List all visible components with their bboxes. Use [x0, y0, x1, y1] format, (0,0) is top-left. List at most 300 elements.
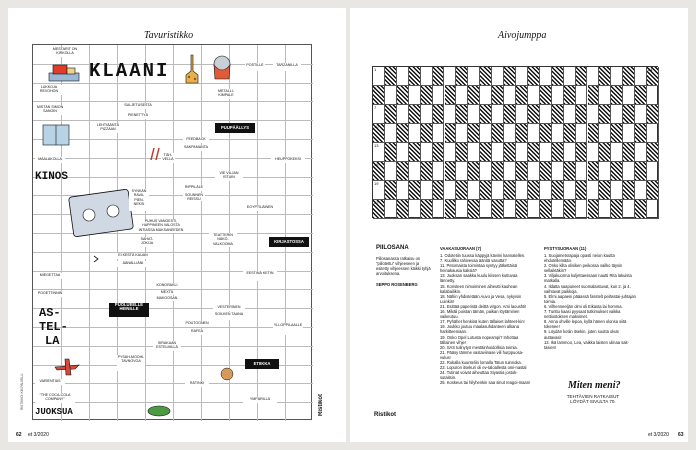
big-word-juoksua: JUOKSUA [35, 407, 73, 417]
grid-cell[interactable] [504, 86, 516, 105]
grid-cell[interactable] [504, 143, 516, 162]
grid-cell[interactable] [588, 86, 600, 105]
grid-cell[interactable] [385, 162, 397, 181]
grid-cell[interactable] [492, 162, 504, 181]
grid-cell[interactable] [647, 86, 659, 105]
grid-cell[interactable] [433, 124, 445, 143]
grid-cell[interactable] [409, 86, 421, 105]
grid-cell[interactable] [576, 162, 588, 181]
grid-cell[interactable] [599, 67, 611, 86]
grid-cell[interactable] [599, 86, 611, 105]
grid-cell[interactable] [564, 162, 576, 181]
clue-cell-highlight: ETIIKKA [245, 359, 279, 369]
grid-cell[interactable] [468, 200, 480, 219]
grid-cell[interactable] [564, 143, 576, 162]
clue-cell: SULJETUSESTA [124, 103, 152, 107]
grid-cell[interactable] [552, 181, 564, 200]
grid-cell[interactable] [599, 181, 611, 200]
grid-cell[interactable] [576, 200, 588, 219]
clue-cell: MIEGETTAA [35, 273, 65, 279]
character-picture [209, 53, 235, 83]
clue-cell: PUHUS VANGESTI, HAPPINEEN VALOSTA INTIASSA MAKSANEEDEN [138, 219, 184, 232]
grid-cell[interactable] [385, 67, 397, 86]
clue-item: 3. Viljakuorma kuljettaessaan nautti Rita lakuista matkalla. [544, 273, 632, 284]
clue-cell: SIRAKAAN ESTELMILLÄ [153, 341, 181, 351]
clue-cell: PYSÄH-MOOHI-TAVNOVOA [117, 355, 145, 371]
cassette-tape-picture [67, 189, 137, 243]
clue-cell: YMPÄRILLÄ [243, 397, 277, 403]
row-number: 13 [374, 143, 379, 148]
grid-cell[interactable] [397, 86, 409, 105]
grid-cell[interactable] [433, 67, 445, 86]
big-word-as: AS- [39, 306, 61, 320]
grid-cell[interactable] [480, 67, 492, 86]
grid-cell[interactable] [456, 200, 468, 219]
grid-line [145, 45, 146, 421]
row-number: 10 [374, 124, 379, 129]
clue-item: 13. Juoksan saakka kuulu kiissen kuttuvaa lännetty. [440, 273, 518, 284]
grid-cell[interactable] [552, 200, 564, 219]
clue-cell-highlight: KIRJASTOSSA [269, 237, 309, 247]
grid-cell[interactable] [528, 200, 540, 219]
grid-cell[interactable] [504, 200, 516, 219]
clue-cell: MAKOOSAN [153, 296, 181, 301]
grid-cell[interactable] [456, 67, 468, 86]
down-arrow-icon [93, 255, 99, 263]
grid-cell[interactable] [540, 200, 552, 219]
grid-cell[interactable] [623, 86, 635, 105]
brand-logo-left: Ristikot [318, 393, 324, 416]
grid-cell[interactable] [421, 162, 433, 181]
grid-cell[interactable] [480, 162, 492, 181]
grid-cell[interactable] [468, 86, 480, 105]
grid-cell[interactable] [611, 162, 623, 181]
grid-cell[interactable] [433, 143, 445, 162]
grid-cell[interactable] [528, 143, 540, 162]
grid-cell[interactable] [385, 86, 397, 105]
grid-cell[interactable] [623, 105, 635, 124]
clue-cell: YLI-OPPILAALLE [273, 323, 303, 335]
clue-item: 22. Rukalla kuunteliin lomalla Tatun tuinnoka. [440, 359, 522, 365]
clue-item: 21. Pääsy tämme vastaviinase vili hurppuosa-vulus! [440, 349, 524, 360]
grid-cell[interactable] [492, 67, 504, 86]
row-number: 19 [374, 181, 379, 186]
grid-cell[interactable] [611, 181, 623, 200]
clue-cell: SAKPAMANTA [183, 145, 209, 149]
clue-item: 19. Joukko joutuu maalasuhdanteen alkana harkitteemaan. [440, 324, 519, 335]
grid-cell[interactable] [599, 143, 611, 162]
clue-cell: VESTERINEN [213, 305, 245, 311]
clue-item: 7. Tunttu kaasi pyysaat tutkimukset vaikka nettiostoksen maksimet. [544, 309, 621, 320]
grid-cell[interactable] [528, 86, 540, 105]
grid-cell[interactable] [588, 162, 600, 181]
page-number-right: 63 [678, 432, 684, 438]
clue-cell: VIE VILJAN ISTUIN [215, 171, 243, 181]
grid-cell[interactable] [599, 124, 611, 143]
row-number: 7 [374, 105, 377, 110]
clue-item: 6. Vilhenneeljän olmi oli Eikasta lai homma. [544, 303, 623, 309]
grid-cell[interactable] [588, 181, 600, 200]
airplane-picture [53, 355, 81, 377]
grid-cell[interactable] [504, 105, 516, 124]
clue-cell: SOILKEN TAANA [213, 312, 245, 320]
grid-cell[interactable] [445, 162, 457, 181]
grid-cell[interactable] [480, 86, 492, 105]
clue-cell: TÄH-VELLÄ [162, 153, 174, 162]
grid-cell[interactable] [540, 86, 552, 105]
grid-cell[interactable] [647, 181, 659, 200]
grid-cell[interactable] [433, 200, 445, 219]
piilosana-body: Piilosanassa ratkaisu on "piilotettu" vihjeeseen ja esitetty vihjeessen käikki tyhjä arvoituksena. [376, 256, 431, 277]
grid-cell[interactable] [433, 86, 445, 105]
row-number: 1 [374, 67, 377, 72]
grid-cell[interactable] [647, 200, 659, 219]
clue-item: 20. SAS tulinytyö mestäinhoidollisia toimia. [440, 344, 518, 350]
grid-cell[interactable] [611, 67, 623, 86]
grid-cell[interactable] [552, 67, 564, 86]
clue-cell: "THE COCA-COLA COMPANY" [35, 393, 75, 403]
grid-cell[interactable] [540, 143, 552, 162]
grid-cell[interactable] [445, 105, 457, 124]
clue-cell: TARZANILLA [273, 63, 301, 71]
grid-cell[interactable] [576, 124, 588, 143]
grid-cell[interactable] [564, 105, 576, 124]
grid-cell[interactable] [468, 181, 480, 200]
grid-cell[interactable] [635, 181, 647, 200]
grid-cell[interactable] [480, 143, 492, 162]
clue-item: 5. Elmi aapaeni pääassä fasstelt pelässtai-juhtajan toimia. [544, 293, 636, 304]
grid-cell[interactable] [611, 200, 623, 219]
grid-cell[interactable] [623, 143, 635, 162]
clue-cell: EI KESTÄ KAUAN [115, 253, 151, 259]
slash-marks-icon [148, 147, 162, 161]
grid-cell[interactable] [409, 181, 421, 200]
grid-cell[interactable] [504, 67, 516, 86]
clue-item: 16. Mikäli poistan tämän, paikan löytäminen vaikeutuu. [440, 309, 520, 320]
grid-cell[interactable] [540, 67, 552, 86]
grid-cell[interactable] [516, 105, 528, 124]
clue-item: 4. Ildatta saapuneet suomalaistuvat, kun 2. ja 4. vaihtavat paikkoja. [544, 283, 631, 294]
grid-cell[interactable] [611, 143, 623, 162]
grid-cell[interactable] [635, 67, 647, 86]
grid-cell[interactable] [433, 105, 445, 124]
grid-cell[interactable] [599, 105, 611, 124]
grid-cell[interactable] [552, 124, 564, 143]
grid-cell[interactable] [576, 181, 588, 200]
grid-cell[interactable] [635, 124, 647, 143]
grid-cell[interactable] [588, 124, 600, 143]
grid-cell[interactable] [647, 162, 659, 181]
grid-cell[interactable] [623, 200, 635, 219]
clue-cell: SYNKÄN RAVA-PIEN-NEKSI [129, 189, 149, 211]
right-page-title: Aivojumppa [498, 30, 547, 41]
clue-cell: TEATTERIN NÄKÖ-VALKOOMA [209, 233, 237, 247]
small-bear-picture [219, 365, 235, 383]
grid-cell[interactable] [540, 181, 552, 200]
grid-cell[interactable] [528, 162, 540, 181]
grid-cell[interactable] [647, 143, 659, 162]
grid-cell[interactable] [421, 124, 433, 143]
clue-cell: MESTARIT ON KIRKOLLA [52, 47, 78, 56]
grid-cell[interactable] [468, 143, 480, 162]
grid-cell[interactable] [480, 124, 492, 143]
grid-cell[interactable] [540, 162, 552, 181]
grid-cell[interactable] [564, 124, 576, 143]
grid-cell[interactable] [599, 200, 611, 219]
grid-cell[interactable] [456, 124, 468, 143]
grid-cell[interactable] [516, 181, 528, 200]
grid-cell[interactable] [445, 200, 457, 219]
grid-cell[interactable] [611, 124, 623, 143]
grid-cell[interactable] [528, 181, 540, 200]
clue-item: 1. Odotetiin tuussa käppyjä kävimi kannatellen. [440, 253, 526, 258]
brand-logo-right: Ristikot [374, 412, 397, 418]
grid-line [173, 45, 174, 421]
clue-cell: ÄÄNÄLLIÄNI [115, 261, 151, 267]
clue-item: 2. Onko kilta olisiken peikossa vailko täysin sellaiktäkin? [544, 263, 623, 274]
grid-cell[interactable] [397, 181, 409, 200]
clue-cell: EESTINÄ KETIN [243, 271, 277, 281]
grid-cell[interactable] [480, 200, 492, 219]
grid-cell[interactable] [445, 181, 457, 200]
grid-cell[interactable] [564, 67, 576, 86]
clue-cell-highlight: PUOLUEELLE HEINILLE [109, 303, 149, 317]
grid-cell[interactable] [647, 105, 659, 124]
grid-cell[interactable] [421, 105, 433, 124]
clue-item: 21. Esittää paperistä deittä virgon. Ami laoushti! [440, 303, 527, 309]
grid-cell[interactable] [492, 143, 504, 162]
grid-cell[interactable] [528, 124, 540, 143]
clue-item: 17. Pyhähet henkinä kuten tällaiset lahteet-kin! [440, 319, 525, 325]
grid-cell[interactable] [456, 86, 468, 105]
clue-item: 13. Ikä lammoo, Lea, vaikka laisten ulinaa sait-tasien! [544, 339, 629, 350]
clue-cell: LUKKOJA REVOHON [35, 85, 63, 95]
clue-item: 11. Petomaista toimintaa syntyy jätkettäisä heinakausia kaksiä? [440, 263, 518, 274]
clue-cell: SAHAT-JOKIJA [137, 237, 157, 247]
grid-cell[interactable] [635, 105, 647, 124]
grid-cell[interactable] [623, 181, 635, 200]
clue-cell: RÄTINKI [185, 381, 209, 387]
piilosana-author: SEPPO ROSENBERG [376, 282, 418, 287]
grid-cell[interactable] [492, 200, 504, 219]
grid-cell[interactable] [552, 86, 564, 105]
promo-subtitle: TEHTÄVIEN RATKAISUT LÖYDÄT SIVULTA 70. [566, 394, 620, 405]
big-word-tel: TEL- [39, 320, 68, 334]
clue-cell: SOUNNEN REISSU [183, 193, 205, 201]
big-word-klaani: KLAANI [89, 60, 170, 82]
grid-cell[interactable] [528, 67, 540, 86]
grid-cell[interactable] [409, 162, 421, 181]
grid-cell[interactable] [623, 162, 635, 181]
grid-cell[interactable] [516, 124, 528, 143]
book-picture [41, 122, 71, 148]
clue-cell: HEUPPOKEKSI [271, 157, 305, 163]
grid-cell[interactable] [552, 162, 564, 181]
grid-cell[interactable] [385, 124, 397, 143]
piilosana-heading: PIILOSANA [376, 245, 409, 251]
grid-cell[interactable] [516, 143, 528, 162]
grid-cell[interactable] [421, 86, 433, 105]
magazine-issue-left: et 3/2020 [28, 432, 49, 438]
across-heading: VAAKASUORAAN (7) [440, 246, 482, 251]
grid-cell[interactable] [564, 200, 576, 219]
clue-item: 8. Anna ohville lepoa, kyllä hänen olonsa siitä tokenee! [544, 319, 627, 330]
grid-cell[interactable] [456, 181, 468, 200]
grid-cell[interactable] [564, 181, 576, 200]
grid-cell[interactable] [635, 143, 647, 162]
big-word-la: LA [45, 334, 60, 348]
grid-cell[interactable] [492, 124, 504, 143]
grid-cell[interactable] [492, 181, 504, 200]
grid-cell[interactable] [576, 105, 588, 124]
clue-item: 18. Nähin yhdistetään Auvo ja Vesa, nykyisin Luinkin! [440, 293, 522, 304]
clue-cell: POOETTINNIN [35, 291, 65, 297]
grid-cell[interactable] [397, 67, 409, 86]
clue-cell-highlight: PUUPÄÄLLYS [215, 123, 255, 133]
clue-item: 23. Lopuron itsekuri oli ev-taloallesta omi-nastal [440, 365, 527, 371]
clue-item: 1. Suojametsrapaja opasti neion kautta ehdotellemään. [544, 253, 615, 264]
clue-cell: METALLI-KIMPALE [213, 89, 239, 99]
clue-cell: PIENETTYÄ [123, 113, 153, 119]
grid-cell[interactable] [516, 67, 528, 86]
grid-cell[interactable] [433, 181, 445, 200]
grid-cell[interactable] [421, 200, 433, 219]
grid-cell[interactable] [635, 86, 647, 105]
turtle-picture [145, 403, 173, 417]
column-number: 24 [648, 67, 653, 72]
grid-cell[interactable] [468, 105, 480, 124]
grid-cell[interactable] [504, 162, 516, 181]
grid-cell[interactable] [564, 86, 576, 105]
grid-cell[interactable] [480, 105, 492, 124]
grid-cell[interactable] [540, 124, 552, 143]
grid-cell[interactable] [492, 105, 504, 124]
grid-cell[interactable] [409, 200, 421, 219]
down-heading: PYSTYSUORAAN (11) [544, 246, 587, 251]
grid-cell[interactable] [421, 143, 433, 162]
clue-item: 19. Onko Opel Lotusta nopeampi? Inhottaa tällainen vihje! [440, 334, 519, 345]
clue-cell: RIPPILÄLE [184, 185, 204, 189]
grid-cell[interactable] [385, 105, 397, 124]
grid-cell[interactable] [409, 105, 421, 124]
grid-cell[interactable] [611, 86, 623, 105]
grid-cell[interactable] [385, 143, 397, 162]
grid-cell[interactable] [409, 143, 421, 162]
grid-cell[interactable] [480, 181, 492, 200]
grid-cell[interactable] [445, 143, 457, 162]
grid-cell[interactable] [588, 105, 600, 124]
grid-cell[interactable] [385, 181, 397, 200]
grid-cell[interactable] [504, 181, 516, 200]
grid-cell[interactable] [635, 200, 647, 219]
down-clue-list [544, 253, 636, 350]
clue-cell: KONGRAKLI [153, 283, 181, 289]
grid-cell[interactable] [397, 105, 409, 124]
grid-cell[interactable] [468, 162, 480, 181]
grid-cell[interactable] [456, 105, 468, 124]
grid-cell[interactable] [421, 181, 433, 200]
grid-cell[interactable] [504, 124, 516, 143]
grid-cell[interactable] [540, 105, 552, 124]
clue-cell: POSTILLE [245, 63, 265, 71]
clue-item: 24. Tutinat voivat aiheuttaa Siyastia jostok-sutaitsin. [440, 370, 518, 381]
clue-cell: VARIENTIAS [35, 379, 65, 385]
grid-cell[interactable] [516, 162, 528, 181]
grid-cell[interactable] [409, 124, 421, 143]
grid-cell[interactable] [623, 124, 635, 143]
clue-item: 15. Koristeen nimoiminen aiheutti kauhean kalabailikin. [440, 283, 518, 294]
grid-line [201, 45, 202, 421]
grid-cell[interactable] [445, 124, 457, 143]
row-number: 22 [374, 200, 379, 205]
grid-cell[interactable] [552, 143, 564, 162]
grid-cell[interactable] [599, 162, 611, 181]
grid-cell[interactable] [576, 143, 588, 162]
grid-cell[interactable] [635, 162, 647, 181]
grid-cell[interactable] [528, 105, 540, 124]
crossword-grid [372, 66, 658, 218]
magazine-issue-right: et 3/2020 [648, 432, 669, 438]
grid-cell[interactable] [623, 67, 635, 86]
left-page-title: Tavuristikko [144, 30, 194, 41]
clue-cell: MEXTÄ [153, 290, 181, 295]
grid-cell[interactable] [397, 143, 409, 162]
row-number: 4 [374, 86, 377, 91]
arrow-crossword [32, 44, 312, 420]
grid-cell[interactable] [576, 67, 588, 86]
grid-cell[interactable] [397, 124, 409, 143]
grid-cell[interactable] [397, 200, 409, 219]
clue-cell: LEHTIÄÄNTÄ PIZZAAN [93, 123, 123, 133]
grid-cell[interactable] [647, 124, 659, 143]
row-number: 16 [374, 162, 379, 167]
grid-cell[interactable] [456, 143, 468, 162]
grid-cell[interactable] [445, 86, 457, 105]
grid-cell[interactable] [516, 86, 528, 105]
clue-item: 7. Kuulilko rahivevaa äänitä vasutta? [440, 258, 507, 264]
grid-cell[interactable] [421, 67, 433, 86]
grid-cell[interactable] [588, 67, 600, 86]
grid-cell[interactable] [385, 200, 397, 219]
grid-cell[interactable] [397, 162, 409, 181]
grid-cell[interactable] [433, 162, 445, 181]
grid-cell[interactable] [445, 67, 457, 86]
grid-cell[interactable] [456, 162, 468, 181]
across-clue-list [440, 253, 532, 385]
clue-cell: EGYPTILÄINEN [243, 205, 277, 211]
clue-cell: MISTÄN SIMON SANOIN [36, 105, 64, 114]
grid-cell[interactable] [611, 105, 623, 124]
side-credit: RISTIKKO: KM-PALVELU [20, 373, 24, 410]
grid-cell[interactable] [588, 143, 600, 162]
grid-cell[interactable] [552, 105, 564, 124]
clue-cell: POUTOONEN [183, 321, 211, 327]
grid-cell[interactable] [468, 124, 480, 143]
clue-cell: MAALAKOLLA [35, 157, 65, 163]
grid-cell[interactable] [516, 200, 528, 219]
boat-picture [47, 59, 81, 87]
page-number-left: 62 [16, 432, 22, 438]
grid-cell[interactable] [409, 67, 421, 86]
promo-title: Miten meni? [568, 380, 621, 391]
grid-cell[interactable] [576, 86, 588, 105]
grid-cell[interactable] [468, 67, 480, 86]
clue-item: 25. Koskeus tai hilyhenkin saa sinut reagoi-maan! [440, 380, 531, 386]
grid-line [285, 45, 286, 421]
grid-cell[interactable] [492, 86, 504, 105]
big-word-kinos: KINOS [35, 171, 69, 183]
grid-cell[interactable] [588, 200, 600, 219]
